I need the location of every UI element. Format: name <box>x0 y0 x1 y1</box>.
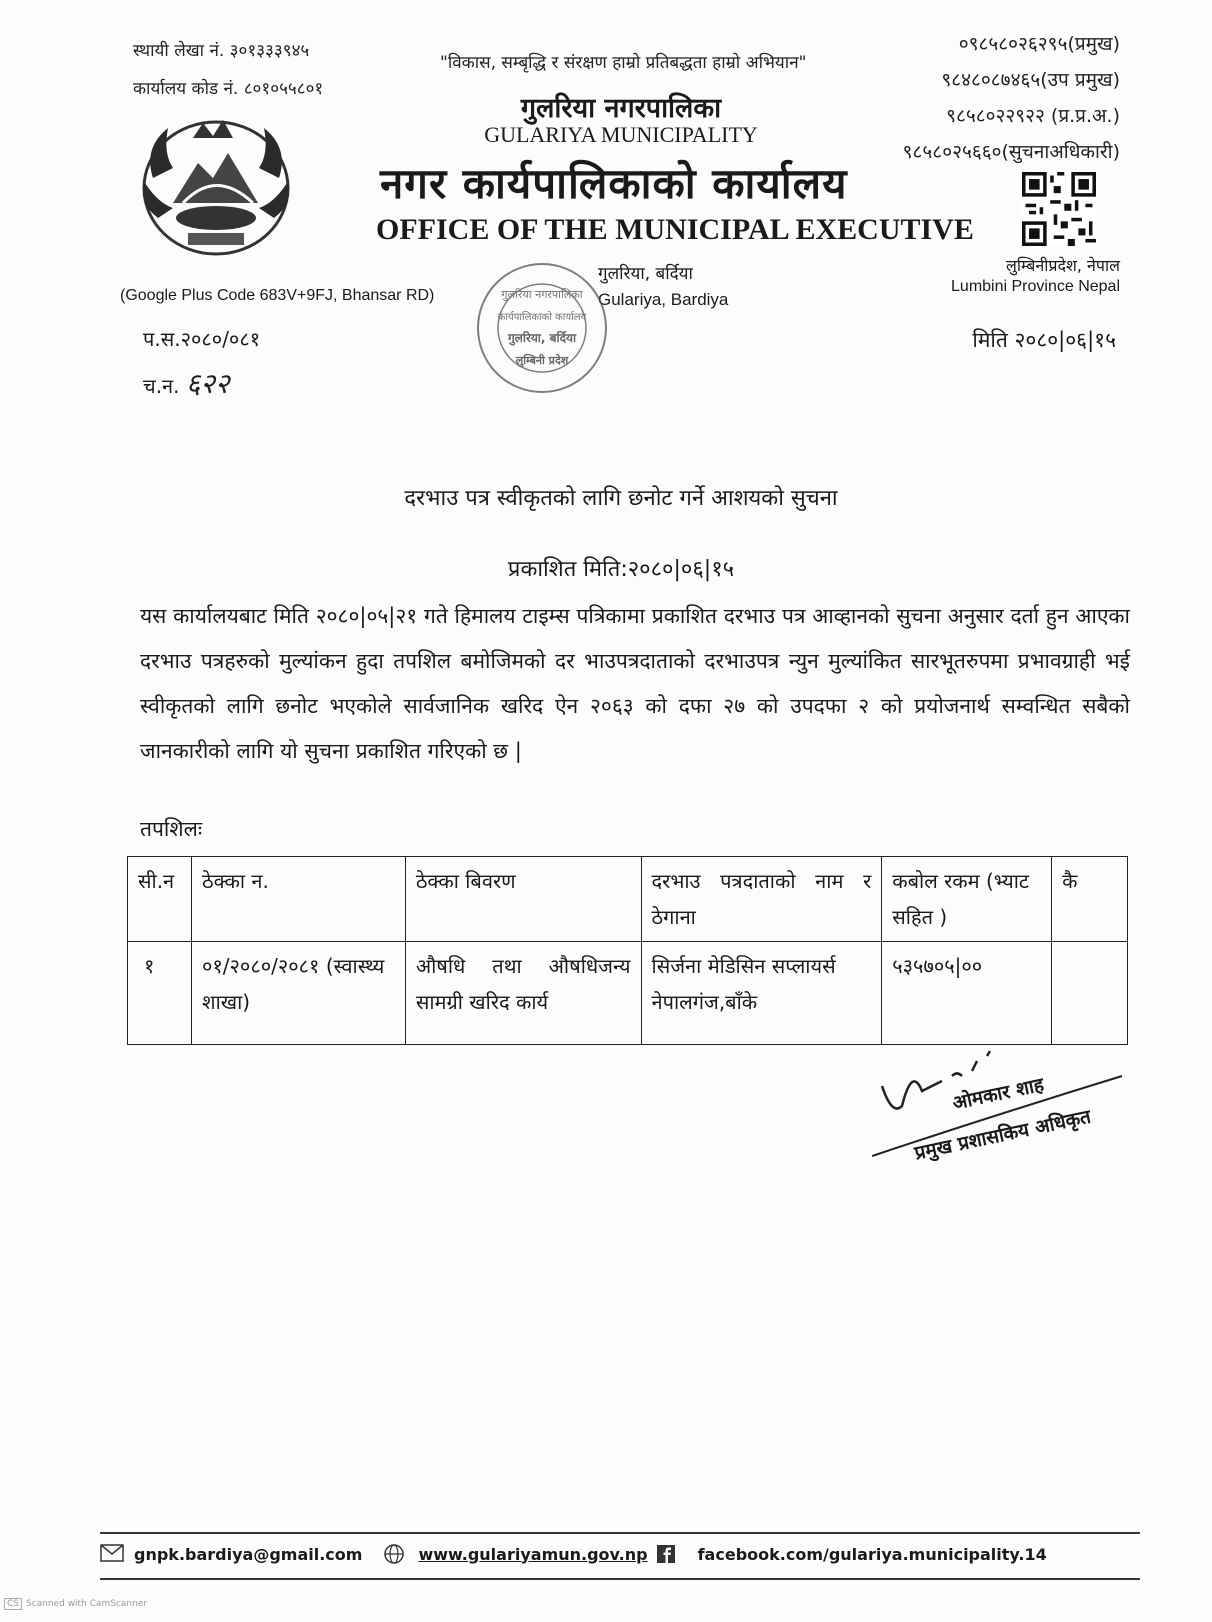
cell-remarks <box>1052 942 1128 1045</box>
notice-title: दरभाउ पत्र स्वीकृतको लागि छनोट गर्ने आशयको सुचना <box>404 486 838 511</box>
slogan: "विकास, सम्बृद्धि र संरक्षण हाम्रो प्रतिबद्धता हाम्रो अभियान" <box>440 53 807 73</box>
scanner-text: Scanned with CamScanner <box>26 1599 148 1609</box>
pan-number: स्थायी लेखा नं. ३०१३३३९४५ <box>133 41 310 61</box>
letter-date: मिति २०८०|०६|१५ <box>972 328 1116 352</box>
footer-email[interactable]: gnpk.bardiya@gmail.com <box>134 1544 363 1564</box>
col-header-sn: सी.न <box>128 857 192 942</box>
cell-sn: १ <box>128 942 192 1045</box>
cell-bidder: सिर्जना मेडिसिन सप्लायर्स नेपालगंज,बाँके <box>641 942 882 1045</box>
google-plus-code: (Google Plus Code 683V+9FJ, Bhansar RD) <box>120 287 435 304</box>
signatory-title: प्रमुख प्रशासकिय अधिकृत <box>912 1105 1093 1165</box>
province-en: Lumbini Province Nepal <box>951 278 1120 295</box>
city-en: Gulariya, Bardiya <box>598 290 729 309</box>
phone-deputy: ९८४८०८७४६५(उप प्रमुख) <box>941 69 1120 91</box>
office-name-en: OFFICE OF THE MUNICIPAL EXECUTIVE <box>376 213 974 246</box>
col-header-description: ठेक्का बिवरण <box>405 857 641 942</box>
dispatch-ref <box>143 364 230 402</box>
facebook-icon <box>656 1544 680 1564</box>
cell-amount: ५३५७०५|०० <box>882 942 1052 1045</box>
globe-icon <box>384 1544 408 1564</box>
office-stamp <box>472 258 612 398</box>
cell-description: औषधि तथा औषधिजन्य सामग्री खरिद कार्य <box>405 942 641 1045</box>
footer-contacts <box>100 1544 1140 1564</box>
stamp-line-4: लुम्बिनी प्रदेश <box>515 354 569 367</box>
municipality-name-en: GULARIYA MUNICIPALITY <box>484 122 758 147</box>
footer-facebook[interactable]: facebook.com/gulariya.municipality.14 <box>697 1544 1047 1564</box>
footer-divider-bottom <box>100 1578 1140 1580</box>
table-row <box>128 942 1128 1045</box>
phone-cao: ९८५८०२२९२२ (प्र.प्र.अ.) <box>946 105 1120 127</box>
municipality-name-np: गुलरिया नगरपालिका <box>520 93 722 124</box>
cell-contract-no: ०१/२०८०/२०८१ (स्वास्थ्य शाखा) <box>191 942 405 1045</box>
stamp-line-2: कार्यपालिकाको कार्यालय <box>497 312 587 323</box>
stamp-line-3: गुलरिया, बर्दिया <box>507 331 577 345</box>
city-address <box>598 262 728 312</box>
city-np: गुलरिया, बर्दिया <box>598 264 693 284</box>
published-date: प्रकाशित मिति:२०८०|०६|१५ <box>507 557 735 582</box>
province-np: लुम्बिनीप्रदेश, नेपाल <box>1006 256 1120 275</box>
email-icon <box>100 1544 124 1564</box>
signatory-name: ओमकार शाह <box>950 1073 1046 1115</box>
notice-body: यस कार्यालयबाट मिति २०८०|०५|२१ गते हिमालय टाइम्स पत्रिकामा प्रकाशित दरभाउ पत्र आव्हानको सुचना अनुसार दर्ता हुन आएका दरभाउ पत्रहरुको मुल्यांकन हुदा तपशिल बमोजिमको दर भाउपत्रदाताको दरभाउपत्र न्युन मुल्यांकित सारभूतरुपमा प्रभावग्राही भई स्वीकृतको लागि छनोट भएकोले सार्वजानिक खरिद ऐन २०६३ को दफा २७ को उपदफा २ को प्रयोजनार्थ सम्वन्धित सबैको जानकारीको लागि यो सुचना प्रकाशित गरिएको छ | <box>140 604 1130 763</box>
stamp-line-1: गुलरिया नगरपालिका <box>501 288 583 301</box>
footer-website[interactable]: www.gulariyamun.gov.np <box>418 1544 648 1564</box>
scanner-watermark <box>4 1598 147 1610</box>
dispatch-number: ६२२ <box>185 367 230 400</box>
phone-info-officer: ९८५८०२५६६०(सुचनाअधिकारी) <box>902 141 1120 163</box>
col-header-remarks: कै <box>1052 857 1128 942</box>
table-header-row <box>128 857 1128 942</box>
details-label: तपशिलः <box>140 817 203 841</box>
office-code: कार्यालय कोड नं. ८०१०५५८०१ <box>133 79 324 99</box>
col-header-amount: कबोल रकम (भ्याट सहित ) <box>882 857 1052 942</box>
qr-code-icon <box>1022 172 1096 246</box>
office-name-np: नगर कार्यपालिकाको कार्यालय <box>380 159 848 208</box>
phone-chief: ०९८५८०२६२९५(प्रमुख) <box>958 33 1120 55</box>
footer-divider-top <box>100 1532 1140 1534</box>
col-header-contract-no: ठेक्का न. <box>191 857 405 942</box>
dispatch-label: च.न. <box>143 374 180 398</box>
col-header-bidder: दरभाउ पत्रदाताको नाम र ठेगाना <box>641 857 882 942</box>
scanner-badge: CS <box>4 1598 22 1610</box>
bid-table <box>127 856 1128 1045</box>
fiscal-year-ref: प.स.२०८०/०८१ <box>143 327 261 351</box>
handwritten-signature <box>872 1046 1132 1166</box>
